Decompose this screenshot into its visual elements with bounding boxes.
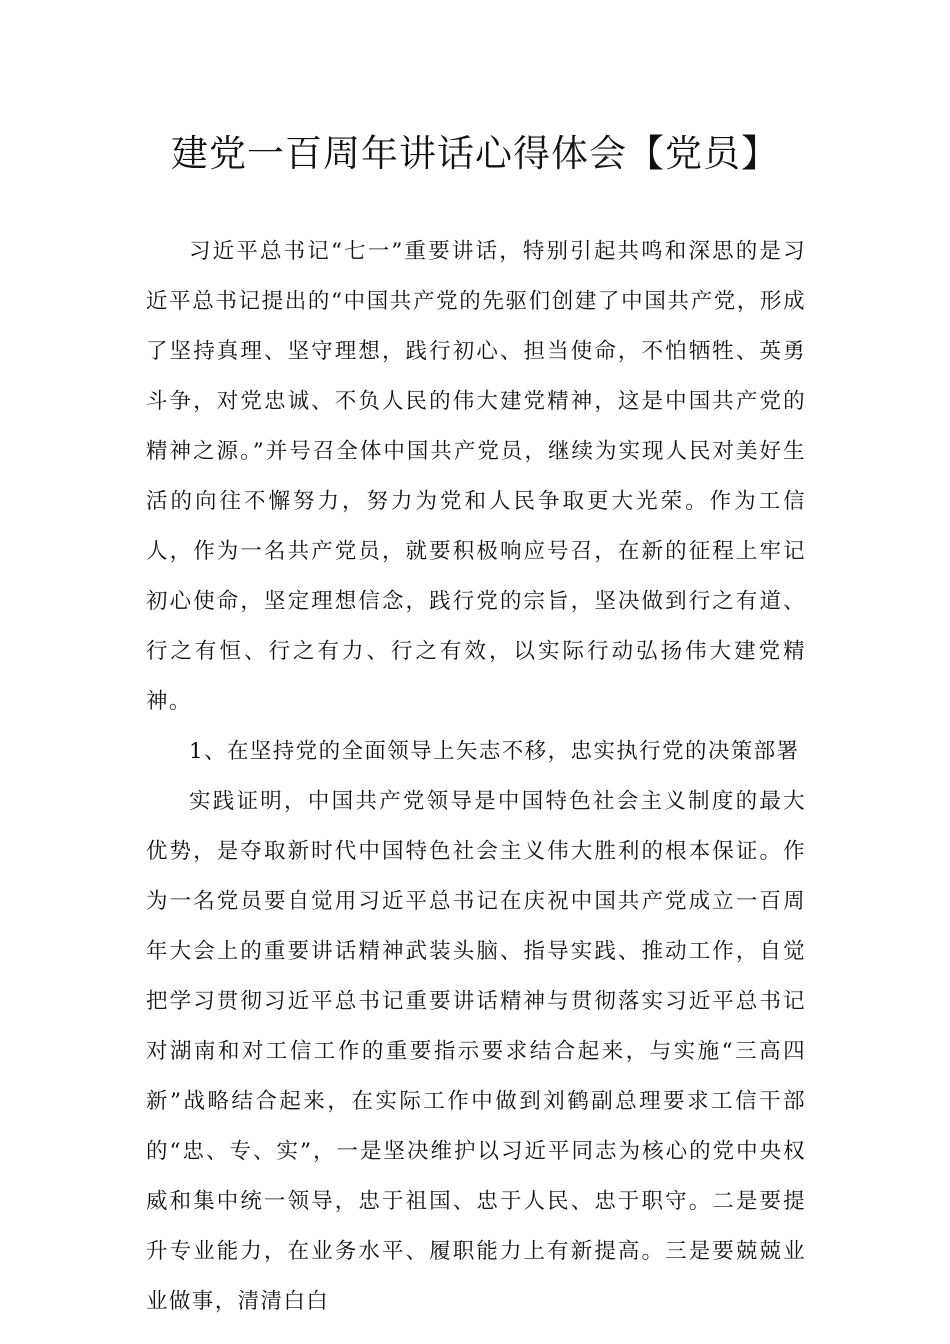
section-heading-1: 1、在坚持党的全面领导上矢志不移，忠实执行党的决策部署: [189, 739, 800, 764]
document-title: 建党一百周年讲话心得体会【党员】: [171, 132, 779, 175]
document-body: [146, 227, 806, 1327]
paragraph-section-1: 实践证明，中国共产党领导是中国特色社会主义制度的最大优势，是夺取新时代中国特色社会主义伟大胜利的根本保证。作为一名党员要自觉用习近平总书记在庆祝中国共产党成立一百周年大会上的重要讲话精神武装头脑、指导实践、推动工作，自觉把学习贯彻习近平总书记重要讲话精神与贯彻落实习近平总书记对湖南和对工信工作的重要指示要求结合起来，与实施“三高四新”战略结合起来，在实际工作中做到刘鹤副总理要求工信干部的“忠、专、实”，一是坚决维护以习近平同志为核心的党中央权威和集中统一领导，忠于祖国、忠于人民、忠于职守。二是要提升专业能力，在业务水平、履职能力上有新提高。三是要兢兢业业做事，清清白白: [146, 789, 806, 1314]
paragraph-intro: 习近平总书记“七一”重要讲话，特别引起共鸣和深思的是习近平总书记提出的“中国共产党的先驱们创建了中国共产党，形成了坚持真理、坚守理想，践行初心、担当使命，不怕牺牲、英勇斗争，对党忠诚、不负人民的伟大建党精神，这是中国共产党的精神之源。”并号召全体中国共产党员，继续为实现人民对美好生活的向往不懈努力，努力为党和人民争取更大光荣。作为工信人，作为一名共产党员，就要积极响应号召，在新的征程上牢记初心使命，坚定理想信念，践行党的宗旨，坚决做到行之有道、行之有恒、行之有力、行之有效，以实际行动弘扬伟大建党精神。: [146, 239, 806, 714]
